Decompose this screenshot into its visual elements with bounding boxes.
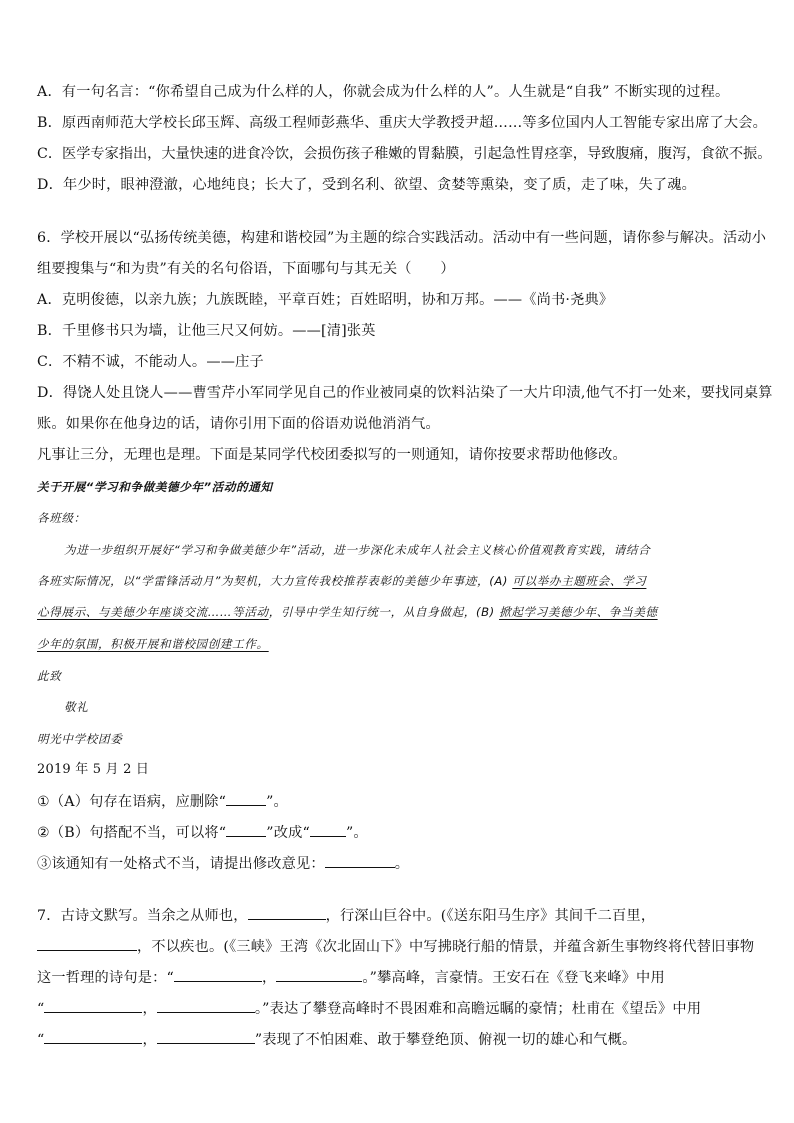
q7-text: ，不以疾也。(《三峡》王湾《次北固山下》中写拂晓行船的情景，并蕴含新生事物终将代替旧事物 [137, 939, 755, 955]
sentence-a-underlined: 可以举办主题班会、学习 [512, 574, 647, 588]
sentence-b-underlined-cont: 少年的氛围，积极开展和谐校园创建工作。 [37, 637, 269, 651]
task-text: 。 [394, 856, 410, 872]
q7-line-5 [37, 1028, 636, 1050]
notice-body-line-4 [37, 634, 269, 654]
q6-task-3 [37, 852, 409, 874]
notice-body-line-3 [37, 602, 658, 622]
q5-option-b: B．原西南师范大学校长邱玉辉、高级工程师彭燕华、重庆大学教授尹超……等多位国内人工智能专家出席了大会。 [37, 115, 768, 131]
q6-option-a: A．克明俊德，以亲九族；九族既睦，平章百姓；百姓昭明，协和万邦。——《尚书·尧典》 [37, 292, 614, 308]
q5-option-c: C．医学专家指出，大量快速的进食冷饮，会损伤孩子稚嫩的胃黏膜，引起急性胃痉挛，导致腹痛，腹泻，食欲不振。 [37, 146, 772, 162]
q7-line-3 [37, 966, 665, 988]
task-text: ”。 [266, 794, 288, 810]
q7-text: 7．古诗文默写。当余之从师也， [37, 908, 248, 924]
q5-option-a: A．有一句名言：“你希望自己成为什么样的人，你就会成为什么样的人”。人生就是“自我” 不断实现的过程。 [37, 84, 730, 100]
notice-body-line-1: 为进一步组织开展好“学习和争做美德少年”活动，进一步深化未成年人社会主义核心价值观教育实践，请结合 [64, 543, 651, 557]
q6-option-c: C．不精不诚，不能动人。——庄子 [37, 354, 264, 370]
notice-date: 2019 年 5 月 2 日 [37, 762, 150, 777]
sentence-a-underlined-cont: 心得展示、与美德少年座谈交流……等活动 [37, 605, 269, 619]
notice-title: 关于开展“学习和争做美德少年”活动的通知 [37, 480, 273, 494]
q7-line-4 [37, 997, 701, 1019]
answer-blank[interactable] [276, 966, 362, 982]
q6-saying: 凡事让三分，无理也是理。下面是某同学代校团委拟写的一则通知，请你按要求帮助他修改。 [37, 447, 627, 463]
answer-blank[interactable] [310, 821, 346, 837]
task-text: ”改成“ [266, 825, 310, 841]
answer-blank[interactable] [226, 821, 266, 837]
notice-closing-2: 敬礼 [64, 700, 89, 714]
q7-text: “ [37, 1001, 45, 1017]
q7-text: ， [142, 1001, 157, 1017]
q7-text: ，行深山巨谷中。(《送东阳马生序》其间千二百里， [325, 908, 656, 924]
q6-task-1 [37, 790, 288, 812]
q7-text: ”表现了不怕困难、敢于攀登绝顶、俯视一切的雄心和气概。 [254, 1032, 637, 1048]
answer-blank[interactable] [226, 790, 266, 806]
task-text: ①（A）句存在语病，应删除“ [37, 794, 227, 810]
notice-closing-1: 此致 [37, 669, 62, 683]
q7-text: 。”表达了攀登高峰时不畏困难和高瞻远瞩的豪情；杜甫在《望岳》中用 [254, 1001, 702, 1017]
q6-option-b: B．千里修书只为墙，让他三尺又何妨。——[清]张英 [37, 323, 376, 339]
notice-body-line-2 [37, 571, 646, 591]
notice-body-text: 各班实际情况，以“学雷锋活动月”为契机，大力宣传我校推荐表彰的美德少年事迹，(A) [37, 574, 513, 588]
q7-text: 。”攀高峰，言豪情。王安石在《登飞来峰》中用 [362, 970, 665, 986]
sentence-b-underlined: 掀起学习美德少年、争当美德 [499, 605, 658, 619]
q7-text: 这一哲理的诗句是：“ [37, 970, 174, 986]
task-text: ”。 [345, 825, 368, 841]
q6-stem-line-1: 6．学校开展以“弘扬传统美德，构建和谐校园”为主题的综合实践活动。活动中有一些问题，请你参与解决。活动小 [37, 230, 767, 246]
q6-stem-line-2: 组要搜集与“和为贵”有关的名句俗语，下面哪句与其无关（ ） [37, 261, 455, 277]
task-text: ②（B）句搭配不当，可以将“ [37, 825, 227, 841]
notice-body-text: ，引导中学生知行统一，从自身做起，(B) [268, 605, 500, 619]
answer-blank[interactable] [325, 852, 395, 868]
notice-salutation: 各班级： [37, 511, 86, 525]
q5-option-d: D．年少时，眼神澄澈，心地纯良；长大了，受到名利、欲望、贪婪等熏染，变了质，走了味，失了魂。 [37, 177, 697, 193]
answer-blank[interactable] [248, 904, 326, 920]
q7-line-1 [37, 904, 655, 926]
answer-blank[interactable] [44, 1028, 142, 1044]
q7-line-2 [37, 935, 754, 957]
q7-text: ， [142, 1032, 157, 1048]
answer-blank[interactable] [174, 966, 262, 982]
q6-option-d-line-2: 账。如果你在他身边的话，请你引用下面的俗语劝说他消消气。 [37, 416, 440, 432]
answer-blank[interactable] [44, 997, 142, 1013]
answer-blank[interactable] [37, 935, 137, 951]
q6-task-2 [37, 821, 368, 843]
answer-blank[interactable] [157, 997, 255, 1013]
q7-text: ， [261, 970, 277, 986]
q6-option-d-line-1: D．得饶人处且饶人——曹雪芹小军同学见自己的作业被同桌的饮料沾染了一大片印渍,他气不打一处来，要找同桌算 [37, 385, 773, 401]
notice-signature: 明光中学校团委 [37, 732, 123, 746]
task-text: ③该通知有一处格式不当，请提出修改意见： [37, 856, 325, 872]
answer-blank[interactable] [157, 1028, 255, 1044]
q7-text: “ [37, 1032, 45, 1048]
